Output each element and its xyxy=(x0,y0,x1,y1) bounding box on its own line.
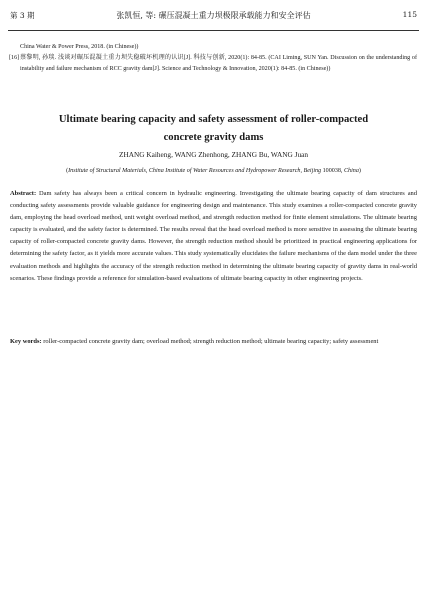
abstract-text: Dam safety has always been a critical concern in hydraulic engineering. Investigating the ultimate bearing capacity of dam structures and conducting safety assessments provide valuable guidance for engineering design and maintenance. This study examines a roller-compacted concrete gravity dam, employing the head overload method, unit weight overload method, and strength reduction method for finite element simulations. The ultimate bearing capacity is evaluated, and the safety factor is determined. The results reveal that the head overload method is more sensitive in assessing the ultimate bearing capacity of roller-compacted concrete gravity dams. However, the strength reduction method should be prioritized in practical engineering applications for determining the safety factor, as it yields more accurate values. This study systematically elucidates the failure mechanisms of the dam model under the three evaluation methods and highlights the accuracy of the strength reduction method in determining the ultimate bearing capacity of gravity dams in real-world scenarios. These findings provide a reference for simulation-based evaluations of ultimate bearing capacity in other engineering projects. xyxy=(10,190,417,282)
affiliation-country: China xyxy=(343,168,359,174)
affiliation-open-paren: ( xyxy=(66,168,69,174)
reference-text: 蔡黎明, 孙琰. 浅谈对碾压混凝土重力坝失稳破坏机理的认识[J]. 科技与创新, 2020(1): 84-85. (CAI Liming, SUN Yan. Discussion on the understanding of instability and failure mechanism of RCC gravity dam[J]. Science and Technology & Innovation, 2020(1): 84-85. (in Chinese)) xyxy=(20,55,417,73)
header-rule xyxy=(8,30,419,31)
title-line-1: Ultimate bearing capacity and safety assessment of roller-compacted xyxy=(58,114,369,125)
reference-number: [16] xyxy=(9,55,20,62)
affiliation xyxy=(0,168,427,174)
running-header xyxy=(10,8,417,24)
author-list: ZHANG Kaiheng, WANG Zhenhong, ZHANG Bu, WANG Juan xyxy=(118,150,309,159)
reference-item xyxy=(10,53,417,75)
keywords-label: Key words: xyxy=(10,338,42,345)
reference-continuation: China Water & Power Press, 2018. (in Chinese)) xyxy=(20,44,139,50)
affiliation-institution: Institute of Structural Materials, China Institute of Water Resources and Hydropower Research, Beijing xyxy=(68,168,322,174)
page-number: 115 xyxy=(402,10,417,19)
affiliation-close-paren: ) xyxy=(358,168,361,174)
abstract-label: Abstract: xyxy=(10,190,37,197)
running-title: 张凯恒, 等: 碾压混凝土重力坝极限承载能力和安全评估 xyxy=(116,11,311,20)
keywords xyxy=(10,336,417,348)
abstract xyxy=(10,188,417,285)
issue-number: 第 3 期 xyxy=(10,11,35,20)
title-line-2: concrete gravity dams xyxy=(163,131,264,143)
paper-title xyxy=(22,111,405,146)
reference-list xyxy=(10,42,417,76)
affiliation-postcode: 100038, xyxy=(321,168,344,174)
keywords-text: roller-compacted concrete gravity dam; overload method; strength reduction method; ultimate bearing capacity; safety assessment xyxy=(41,338,379,345)
